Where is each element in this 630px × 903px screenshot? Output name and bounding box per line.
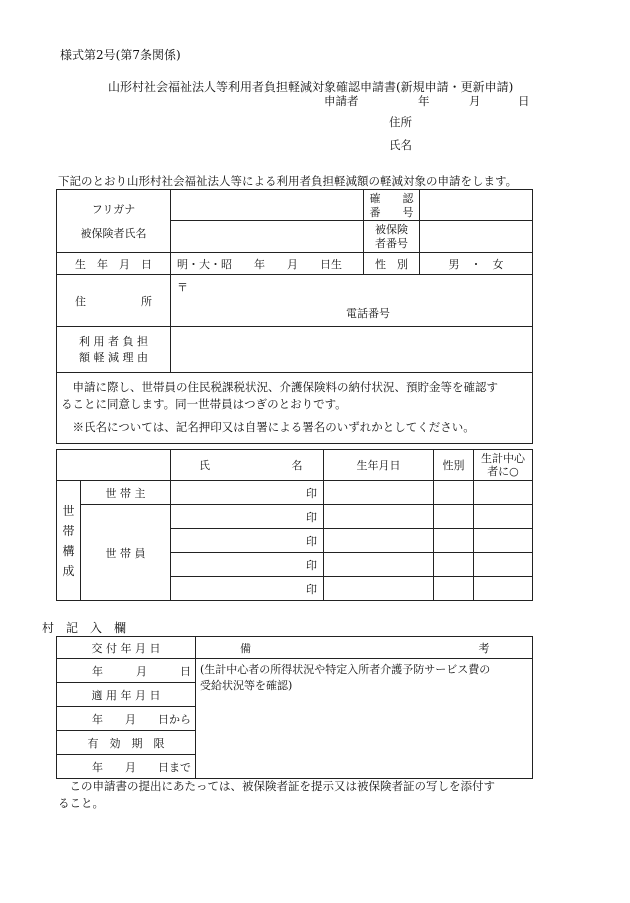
number-fields[interactable]: [420, 190, 533, 253]
address-label: 住 所: [57, 275, 171, 327]
issue-date-field[interactable]: 年 月 日: [57, 659, 196, 683]
apply-date-field[interactable]: 年 月 日から: [57, 707, 196, 731]
main-cell[interactable]: [474, 481, 533, 505]
footer-line-2: ること。: [58, 796, 104, 810]
main-cell[interactable]: [474, 553, 533, 577]
col-sex: 性別: [434, 450, 474, 481]
furigana-label: フリガナ: [91, 203, 136, 216]
table-row[interactable]: [171, 505, 324, 529]
household-table: [56, 449, 533, 601]
remarks-field[interactable]: [196, 659, 533, 779]
seal-mark: 印: [306, 558, 317, 572]
col-name-1: 氏: [199, 459, 210, 472]
reason-label-2: 額 軽 減 理 由: [79, 350, 148, 364]
issue-date-label: 交 付 年 月 日: [57, 637, 196, 659]
consent-text-2: ることに同意します。同一世帯員はつぎのとおりです。: [61, 397, 347, 411]
seal-mark: 印: [306, 486, 317, 500]
address-field[interactable]: [171, 275, 533, 327]
insured-name-field[interactable]: [171, 221, 363, 252]
remarks-header: [196, 637, 533, 659]
group-char-4: 成: [62, 563, 75, 578]
col-name-2: 名: [291, 459, 303, 472]
valid-period-field[interactable]: 年 月 日まで: [57, 755, 196, 779]
group-char-3: 構: [62, 543, 75, 558]
household-group-label: [57, 481, 81, 601]
col-main-2: 者に○: [487, 465, 519, 478]
reason-label-cell: [57, 327, 171, 373]
col-dob: 生年月日: [324, 450, 434, 481]
member-label: 世 帯 員: [81, 505, 171, 601]
header-month: 月: [469, 94, 481, 108]
remarks-text-1: (生計中心者の所得状況や特定入所者介護予防サービス費の: [200, 663, 491, 676]
header-year: 年: [418, 94, 430, 108]
col-main: [474, 450, 533, 481]
consent-note: ※氏名については、記名押印又は自署による署名のいずれかとしてください。: [61, 420, 475, 434]
footer-line-1: この申請書の提出にあたっては、被保険者証を提示又は被保険者証の写しを添付す: [58, 779, 495, 793]
main-cell[interactable]: [474, 529, 533, 553]
insured-no-field[interactable]: [420, 221, 532, 252]
col-main-1: 生計中心: [481, 452, 525, 465]
seal-mark: 印: [306, 510, 317, 524]
applicant-label: 申請者: [324, 94, 359, 108]
household-header-blank: [57, 450, 171, 481]
remarks-text-2: 受給状況等を確認): [200, 679, 293, 692]
head-label: 世 帯 主: [81, 481, 171, 505]
header-day: 日: [518, 94, 530, 108]
header-name-label: 氏名: [389, 138, 412, 152]
dob-cell[interactable]: [324, 577, 434, 601]
consent-text-1: 申請に際し、世帯員の住民税課税状況、介護保険料の納付状況、預貯金等を確認す: [61, 380, 498, 394]
confirm-no-label-1: 確 認: [369, 191, 414, 205]
apply-date-label: 適 用 年 月 日: [57, 683, 196, 707]
sex-cell[interactable]: [434, 529, 474, 553]
dob-cell[interactable]: [324, 505, 434, 529]
sex-cell[interactable]: [434, 553, 474, 577]
name-label-cell: [57, 190, 171, 253]
form-number: 様式第2号(第7条関係): [60, 48, 181, 62]
dob-cell[interactable]: [324, 481, 434, 505]
sex-cell[interactable]: [434, 577, 474, 601]
sex-options[interactable]: 男 ・ 女: [420, 253, 533, 275]
col-name: [171, 450, 324, 481]
postal-mark: 〒: [177, 281, 188, 294]
group-char-2: 帯: [62, 523, 75, 538]
main-cell[interactable]: [474, 577, 533, 601]
number-label-cell: [364, 190, 420, 253]
insured-no-label-2: 者番号: [375, 236, 408, 250]
insured-name-label: 被保険者氏名: [80, 227, 147, 240]
table-row[interactable]: [171, 553, 324, 577]
table-row[interactable]: [171, 529, 324, 553]
dob-label: 生 年 月 日: [57, 253, 171, 275]
group-char-1: 世: [62, 503, 75, 518]
phone-label: 電話番号: [346, 307, 390, 320]
main-cell[interactable]: [474, 505, 533, 529]
village-table: [56, 636, 533, 779]
intro-text: 下記のとおり山形村社会福祉法人等による利用者負担軽減額の軽減対象の申請をします。: [58, 174, 518, 188]
valid-period-label: 有 効 期 限: [57, 731, 196, 755]
seal-mark: 印: [306, 582, 317, 596]
table-row[interactable]: [171, 577, 324, 601]
sex-cell[interactable]: [434, 505, 474, 529]
sex-label: 性 別: [364, 253, 420, 275]
table-row[interactable]: [171, 481, 324, 505]
sex-cell[interactable]: [434, 481, 474, 505]
page-title: 山形村社会福祉法人等利用者負担軽減対象確認申請書(新規申請・更新申請): [108, 80, 514, 94]
dob-cell[interactable]: [324, 529, 434, 553]
reason-label-1: 利 用 者 負 担: [79, 334, 148, 348]
village-section-label: 村 記 入 欄: [42, 621, 127, 635]
remarks-label-1: 備: [240, 641, 251, 655]
name-field[interactable]: [171, 190, 364, 253]
seal-mark: 印: [306, 534, 317, 548]
header-address-label: 住所: [389, 115, 412, 129]
dob-field[interactable]: 明・大・昭 年 月 日生: [171, 253, 364, 275]
confirm-no-field[interactable]: [420, 190, 532, 221]
reason-field[interactable]: [171, 327, 533, 373]
consent-cell: [57, 373, 533, 444]
application-table: [56, 189, 533, 444]
confirm-no-label-2: 番 号: [369, 205, 414, 219]
dob-cell[interactable]: [324, 553, 434, 577]
remarks-label-2: 考: [478, 641, 490, 655]
furigana-field[interactable]: [171, 190, 363, 221]
insured-no-label-1: 被保険: [375, 222, 408, 236]
